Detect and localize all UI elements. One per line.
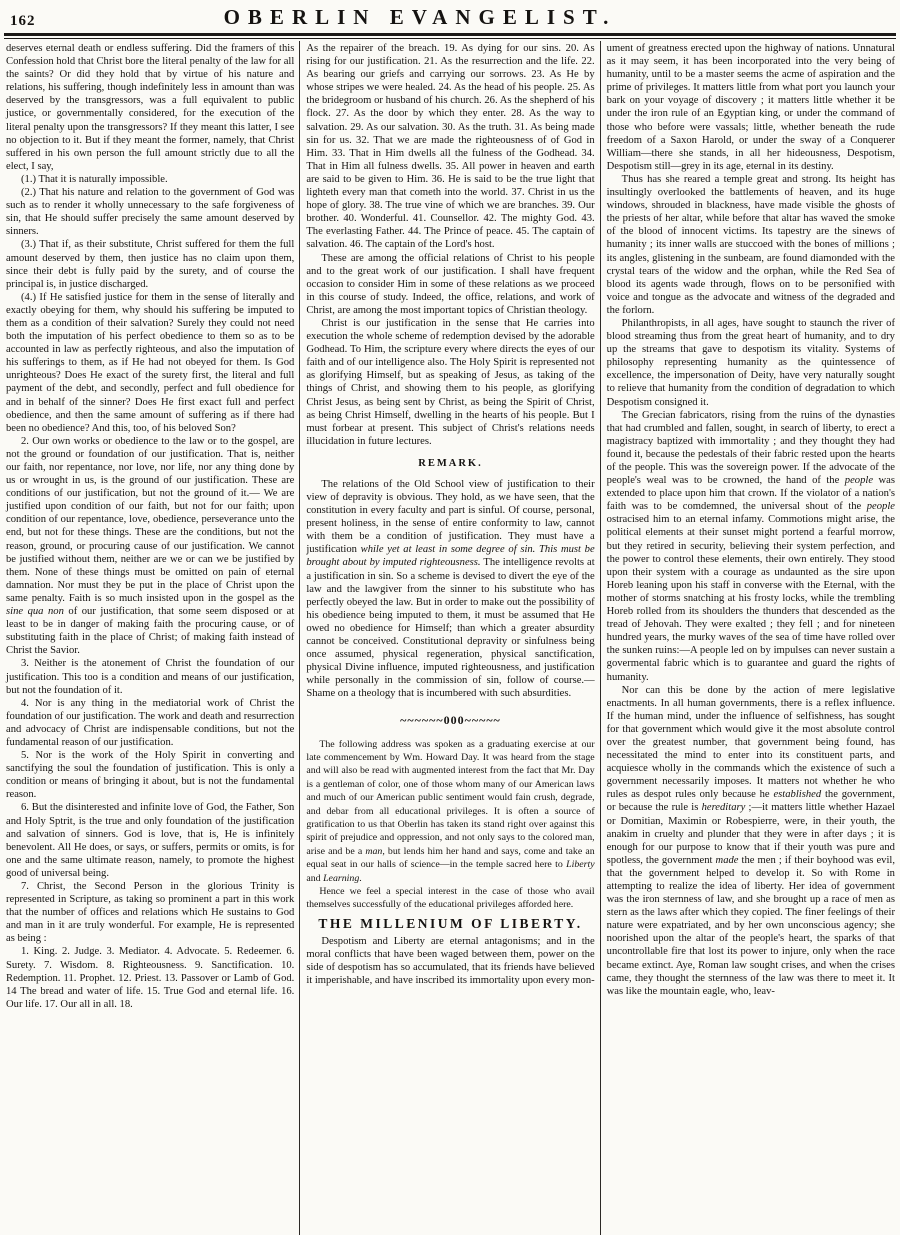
paragraph: Despotism and Liberty are eternal antagonisms; and in the moral conflicts that have been waged between them, power on the side of despotism has so accumulated, that its friends have believed it imperishable, and have inscribed its immortality upon every mon- — [306, 935, 595, 987]
paragraph: Christ is our justification in the sense that He carries into execution the whole scheme of redemption devised by the adorable Godhead. To Him, the scripture every where directs the eyes of our faith and of our intelligence also. The Holy Spirit is represented not as glorifying Himself, but as speaking of Jesus, as taking of the things of Christ, and showing them to his people, as glorifying Christ Jesus, as being sent by Christ, as being the Spirit of Christ, as being Christ Himself, dwelling in the hearts of his people. But I must forbear at present. This subject of Christ's relations needs illucidation in future lectures. — [306, 317, 595, 447]
masthead-title: OBERLIN EVANGELIST. — [223, 5, 617, 29]
column-1 — [0, 41, 299, 1235]
editorial-note-paragraph: Hence we feel a special interest in the case of those who avail themselves successfully of the educational privileges afforded here. — [306, 885, 595, 911]
paragraph: (4.) If He satisfied justice for them in the sense of literally and exactly obeying for them, why should his suffering be imputed to them as a condition of their salvation? Surely they could not need both the imputation of his perfect obedience to them so as to be accounted in law as perfectly righteous, and also the imputation of his sufferings to them, as if He had not obeyed for them. Is God unrighteous? Does He exact of the surety first, the literal and full payment of the debt, and secondly, perfect and full obedience for and in behalf of the sinner? Does He first exact full and perfect obedience, and then the same amount of suffering as if there had been no obedience? And this, too, of his beloved Son? — [6, 291, 295, 434]
paragraph: Philanthropists, in all ages, have sought to staunch the river of blood streaming thus from the great heart of humanity, and to dry up the streams that gave to despotism its vitality. Systems of philosophy representing humanity as the quintessence of excellence, the impersonation of Deity, have very naturally sought to relieve that humanity from the condition of degradation to which Despotism consigned it. — [606, 317, 895, 408]
article-title: THE MILLENIUM OF LIBERTY. — [318, 915, 583, 931]
paragraph: As the repairer of the breach. 19. As dying for our sins. 20. As rising for our justification. 21. As the resurrection and the life. 22. As bearing our griefs and carrying our sorrows. 23. As He by whose stripes we were healed. 24. As the head of his people. 25. As the bridegroom or husband of his church. 26. As the shepherd of his flock. 27. As the door by which they enter. 28. As the way to salvation. 29. As our salvation. 30. As the truth. 31. As being made sin for us. 32. That we are made the righteousness of of God in Him. 33. That in Him dwells all the fulness of the Godhead. 34. That in Him all fulness dwells. 35. All power in heaven and earth are said to be given to Him. 36. He is said to be the true light that lighteth every man that cometh into the world. 37. Christ in us the hope of glory. 38. The true vine of which we are branches. 39. Our brother. 40. Wonderful. 41. Counsellor. 42. The mighty God. 43. The everlasting Father. 44. The Prince of peace. 45. The captain of salvation. 46. The captain of the Lord's host. — [306, 43, 595, 251]
paragraph: ument of greatness erected upon the highway of nations. Unnatural as it may seem, it has been incorporated into the very being of humanity, until to be a master seems the acme of aspiration and the prime of privileges. It matters little from what port you launch your bark on your voyage of discovery ; it matters little whether it be under the iron rule of an Egyptian king, or under the command of those who before were vassals; little, whether beneath the rude freedom of a Saxon Harold, or under the sway of a Conquerer William—there she stands, in all her hideousness, Despotism, Despotism still—grey in its age, eternal in its destiny. — [606, 43, 895, 172]
paragraph: (3.) That if, as their substitute, Christ suffered for them the full amount deserved by them, then justice has no claim upon them, since their debt is fully paid by the surety, and of course the principal is, in justice discharged. — [6, 239, 295, 290]
paragraph: The Grecian fabricators, rising from the ruins of the dynasties that had crumbled and fallen, sought, in search of liberty, to erect a magistracy baptized with immortality ; and they thought they had found it, because the pedestals of their fabric rested upon the hearts of the people. This was the sovereign power. If the advocate of the people's weal was to be crowned, the hand of the people was extended to place upon him that crown. If the violator of a nation's faith was to be comdemned, the universal shout of the people ostracised him to an eternal infamy. Commotions might arise, the political elements at their sunset might portend a fearful morrow, but they retired in security, believing their system perfection, and the power to control these elements, their own entirely. They stood upon their system with a courage as undaunted as the sire upon Horeb leaning upon his staff in converse with the Eternal, with the mother of storms snatching at his frosty locks, while the trembling Horeb rolled from its shoulders the thunders that descended as the tread of Jehovah. They were exalted ; they fell ; and for nineteen hundred years, the murky waves of the sea of time have rolled over the sunken ruins:—A people led on by impulses can never sustain a govermental fabric which is to guarantee and guard the rights of humanity. — [606, 409, 895, 683]
paragraph: (1.) That it is naturally impossible. — [21, 173, 168, 185]
paragraph: 2. Our own works or obedience to the law or to the gospel, are not the ground or foundation of our justification. That is, neither our faith, nor repentance, nor love, nor life, nor any thing done by us or wrought in us, is the ground of our justification. These are conditions of our justification, but not the ground of it.— We are justified upon condition of our faith, but not for our faith; upon condition of our repentance, love, obedience, perseverance unto the end, but not for these things. These are the conditions, but not the reason, ground, or procuring cause of our justification. We cannot be justified without them, neither are we or can we be justified by them. None of these things must be omitted on pain of eternal damnation. Nor must they be put in the place of Christ upon the same penalty. Faith is so much insisted upon in the gospel as the sine qua non of our justification, that some seem disposed or at least to be in danger of making faith the procuring cause, or of substituting faith in the place of Christ; of making faith instead of Christ the Savior. — [6, 435, 295, 657]
paragraph: 7. Christ, the Second Person in the glorious Trinity is represented in Scripture, as taking so prominent a part in this work that the number of offices and relations which He sustains to God and man in it are truly wonderful. For example, He is represented as being : — [6, 881, 295, 945]
paragraph: 6. But the disinterested and infinite love of God, the Father, Son and Holy Sptrit, is the true and only foundation of the justification and salvation of sinners. God is love, that is, He is infinitely benevolent. All He does, or says, or suffers, permits or omits, is for one and the same ultimate reason, namely, to promote the highest good of universal being. — [6, 802, 295, 879]
header-rule — [4, 33, 896, 39]
article-columns — [0, 41, 900, 1235]
column-2 — [299, 41, 599, 1235]
paragraph: Nor can this be done by the action of mere legislative enactments. In all human governments, there is a reflex influence. If the human mind, under the influence of selfishness, has sought for that government which would give it the most absolute control over the greatest number, that government being found, has necessitated the mind to enter into its constituent parts, and acquiesce wholly in the commands which the existence of such a government necessarily imposes. It matters not whether he who rules as despot rules only because he established the government, or because the rule is hereditary ;—it matters little whether Hazael or Domitian, Maximin or Robespierre, were, in their youth, the anakim in cruelty and plunder that they were in after days ; it is enough for our purpose to know that if their youth was pure and spotless, the government made the men ; if their boyhood was evil, that the government helped to develop it. So with Rome in attempting to realize the idea of liberty. Her idea of government was the iron sternness of law, and she brought up a race of men as stern as the laws after which they copied. The finer feelings of their nature were expatriated, and by her own unconscious agency; she noorished upon the altar of the people's heart, the sparks of that uncontrollable fire that lost its power to injure, only when the race became extinct. Aye, Roman law sought crises, and when the crises came, they thought the sternness of the law was there to meet it. It was like the mountain eagle, who, leav- — [606, 684, 895, 997]
section-heading: REMARK. — [418, 457, 483, 469]
paragraph: The relations of the Old School view of justification to their view of depravity is obvious. They hold, as we have seen, that the constitution in every faculty and part is sinful. Of course, personal, present holiness, in the sense of entire conformity to law, cannot with them be a condition of justification. They must have a justification while yet at least in some degree of sin. This must be brought about by imputed righteousness. The intelligence revolts at a justification in sin. So a scheme is devised to divert the eye of the law and the lawgiver from the sinner to his substitute who has perfectly obeyed the law. But in order to make out the possibility of his obedience being imputed to them, it must be assumed that He owed no obedience for Himself; than which a greater absurdity cannot be conceived. Constitutional depravity or sinfulness being once assumed, physical regeneration, physical sanctification, physical Divine influence, imputed righteousness, and justification while personally in the commission of sin, follow of course.— Shame on a theology that is incumbered with such absurdities. — [306, 478, 595, 700]
paragraph: deserves eternal death or endless suffering. Did the framers of this Confession hold that Christ bore the literal penalty of the law for all the saints? Or did they hold that by virtue of his nature and relations, his suffering, though indefinitely less in amount than was deserved by the transgressors, was a full equivalent to public justice, or governmentally considered, for the execution of the literal penalty upon the transgressors? If they meant this latter, I see no objection to it. But if they meant the former, namely, that Christ suffered in his own person the full amount strictly due to all the elect, I say, — [6, 43, 295, 172]
paragraph: 1. King. 2. Judge. 3. Mediator. 4. Advocate. 5. Redeemer. 6. Surety. 7. Wisdom. 8. Righteousness. 9. Sanctification. 10. Redemption. 11. Prophet. 12. Priest. 13. Passover or Lamb of God. 14 The bread and water of life. 15. True God and eternal life. 16. Our life. 17. Our all in all. 18. — [6, 946, 295, 1010]
editorial-note-paragraph: The following address was spoken as a graduating exercise at our late commencement by Wm. Howard Day. It was heard from the stage and will also be read with augmented interest from the fact that Mr. Day is a gentleman of color, one of those whom many of our American laws and much of our American public sentiment would fain crush, degrade, and debar from all educational privileges. It is often a source of gratification to us that Oberlin has taken its stand right over against this spirit of prejudice and oppression, and not only says to the colored man, arise and be a man, but lends him her hand and says, come and take an equal seat in our halls of science—in the temple sacred here to Liberty and Learning. — [306, 738, 595, 884]
paragraph: 3. Neither is the atonement of Christ the foundation of our justification. This too is a condition and means of our justification, but not the foundation of it. — [6, 658, 295, 696]
column-3 — [600, 41, 900, 1235]
page-number: 162 — [10, 13, 36, 29]
paragraph: Thus has she reared a temple great and strong. Its height has insultingly overlooked the battlements of heaven, and its huge windows, shrouded in blackness, have made visible the ghosts of the priests of her altar, while before that altar has waved the smoke of the blood of innocent victims. Its tapestry are the sinews of humanity ; its inner walls are stuccoed with the bones of millions ; its angles, glistening in the sunbeam, are found diamonded with the crystal tears of the widow and the orphan, while the Red Sea of blood its agents wade through, flows on to be personified with voice and tongue as the advocate and witness of the degraded and the forlorn. — [606, 173, 895, 316]
paragraph: These are among the official relations of Christ to his people and to the great work of our justification. I shall have frequent occasion to consider Him in some of these relations as we proceed in this course of study. Indeed, the office, relations, and work of Christ, are among the most important topics of Christian theology. — [306, 252, 595, 316]
page-header — [0, 0, 900, 30]
paragraph: 4. Nor is any thing in the mediatorial work of Christ the foundation of our justification. The work and death and resurrection and advocacy of Christ are indispensable conditions, but not the fundamental reason of our justification. — [6, 697, 295, 748]
paragraph: (2.) That his nature and relation to the government of God was such as to render it wholly unnecessary to the safe forgiveness of sin, that He should suffer precisely the same amount deserved by sinners. — [6, 187, 295, 238]
divider-ornament: ~~~~~~000~~~~~ — [400, 712, 501, 727]
paragraph: 5. Nor is the work of the Holy Spirit in converting and sanctifying the soul the foundation of justification. This is only a condition or means of bringing it about, but is not the fundamental reason. — [6, 750, 295, 801]
